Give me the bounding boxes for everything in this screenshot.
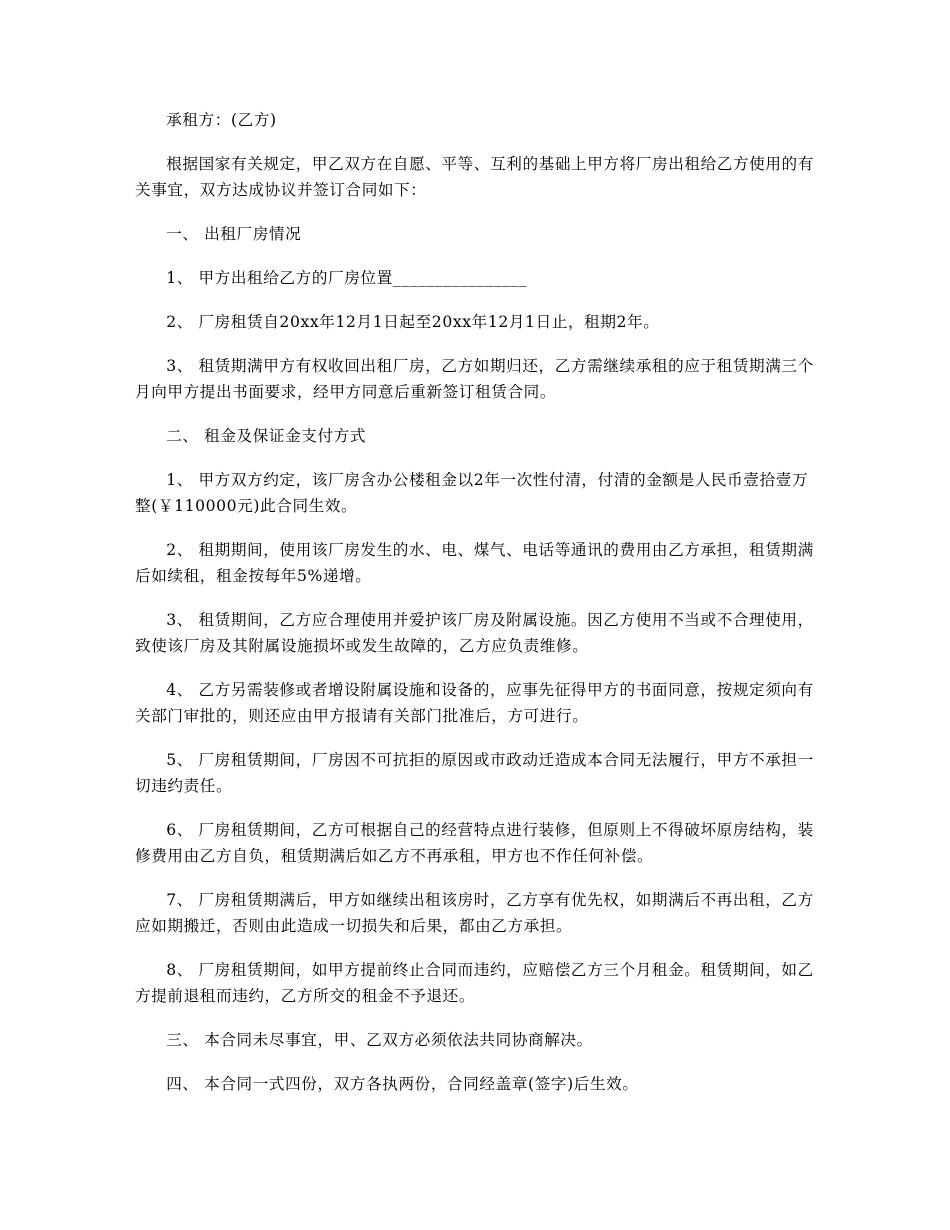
document-body [135, 107, 815, 1115]
lessee-line: 承租方：(乙方) [166, 111, 277, 129]
clause-2-1: 1、 甲方双方约定，该厂房含办公楼租金以2年一次性付清，付清的金额是人民币壹拾壹万整(￥110000元)此合同生效。 [135, 471, 809, 515]
section-heading-2: 二、 租金及保证金支付方式 [166, 427, 367, 445]
clause-2-2: 2、 租期期间，使用该厂房发生的水、电、煤气、电话等通讯的费用由乙方承担，租赁期满后如续租，租金按每年5%递增。 [135, 541, 814, 585]
preamble-paragraph: 根据国家有关规定，甲乙双方在自愿、平等、互利的基础上甲方将厂房出租给乙方使用的有关事宜，双方达成协议并签订合同如下： [135, 155, 814, 199]
clause-1-1: 1、 甲方出租给乙方的厂房位置________________ [166, 269, 528, 287]
section-heading-3: 三、 本合同未尽事宜，甲、乙双方必须依法共同协商解决。 [166, 1031, 593, 1049]
clause-2-4: 4、 乙方另需装修或者增设附属设施和设备的，应事先征得甲方的书面同意，按规定须向有关部门审批的，则还应由甲方报请有关部门批准后，方可进行。 [135, 681, 814, 725]
clause-2-6: 6、 厂房租赁期间，乙方可根据自己的经营特点进行装修，但原则上不得破坏原房结构，装修费用由乙方自负，租赁期满后如乙方不再承租，甲方也不作任何补偿。 [135, 821, 814, 865]
clause-1-2: 2、 厂房租赁自20xx年12月1日起至20xx年12月1日止，租期2年。 [166, 313, 660, 331]
clause-2-3: 3、 租赁期间，乙方应合理使用并爱护该厂房及附属设施。因乙方使用不当或不合理使用，致使该厂房及其附属设施损坏或发生故障的，乙方应负责维修。 [135, 611, 814, 655]
section-heading-4: 四、 本合同一式四份，双方各执两份，合同经盖章(签字)后生效。 [166, 1075, 639, 1093]
clause-2-8: 8、 厂房租赁期间，如甲方提前终止合同而违约，应赔偿乙方三个月租金。租赁期间，如乙方提前退租而违约，乙方所交的租金不予退还。 [135, 961, 814, 1005]
section-heading-1: 一、 出租厂房情况 [166, 225, 302, 243]
clause-2-7: 7、 厂房租赁期满后，甲方如继续出租该房时，乙方享有优先权，如期满后不再出租，乙方应如期搬迁，否则由此造成一切损失和后果，都由乙方承担。 [135, 891, 814, 935]
clause-1-3: 3、 租赁期满甲方有权收回出租厂房，乙方如期归还，乙方需继续承租的应于租赁期满三个月向甲方提出书面要求，经甲方同意后重新签订租赁合同。 [135, 357, 814, 401]
clause-2-5: 5、 厂房租赁期间，厂房因不可抗拒的原因或市政动迁造成本合同无法履行，甲方不承担一切违约责任。 [135, 751, 814, 795]
